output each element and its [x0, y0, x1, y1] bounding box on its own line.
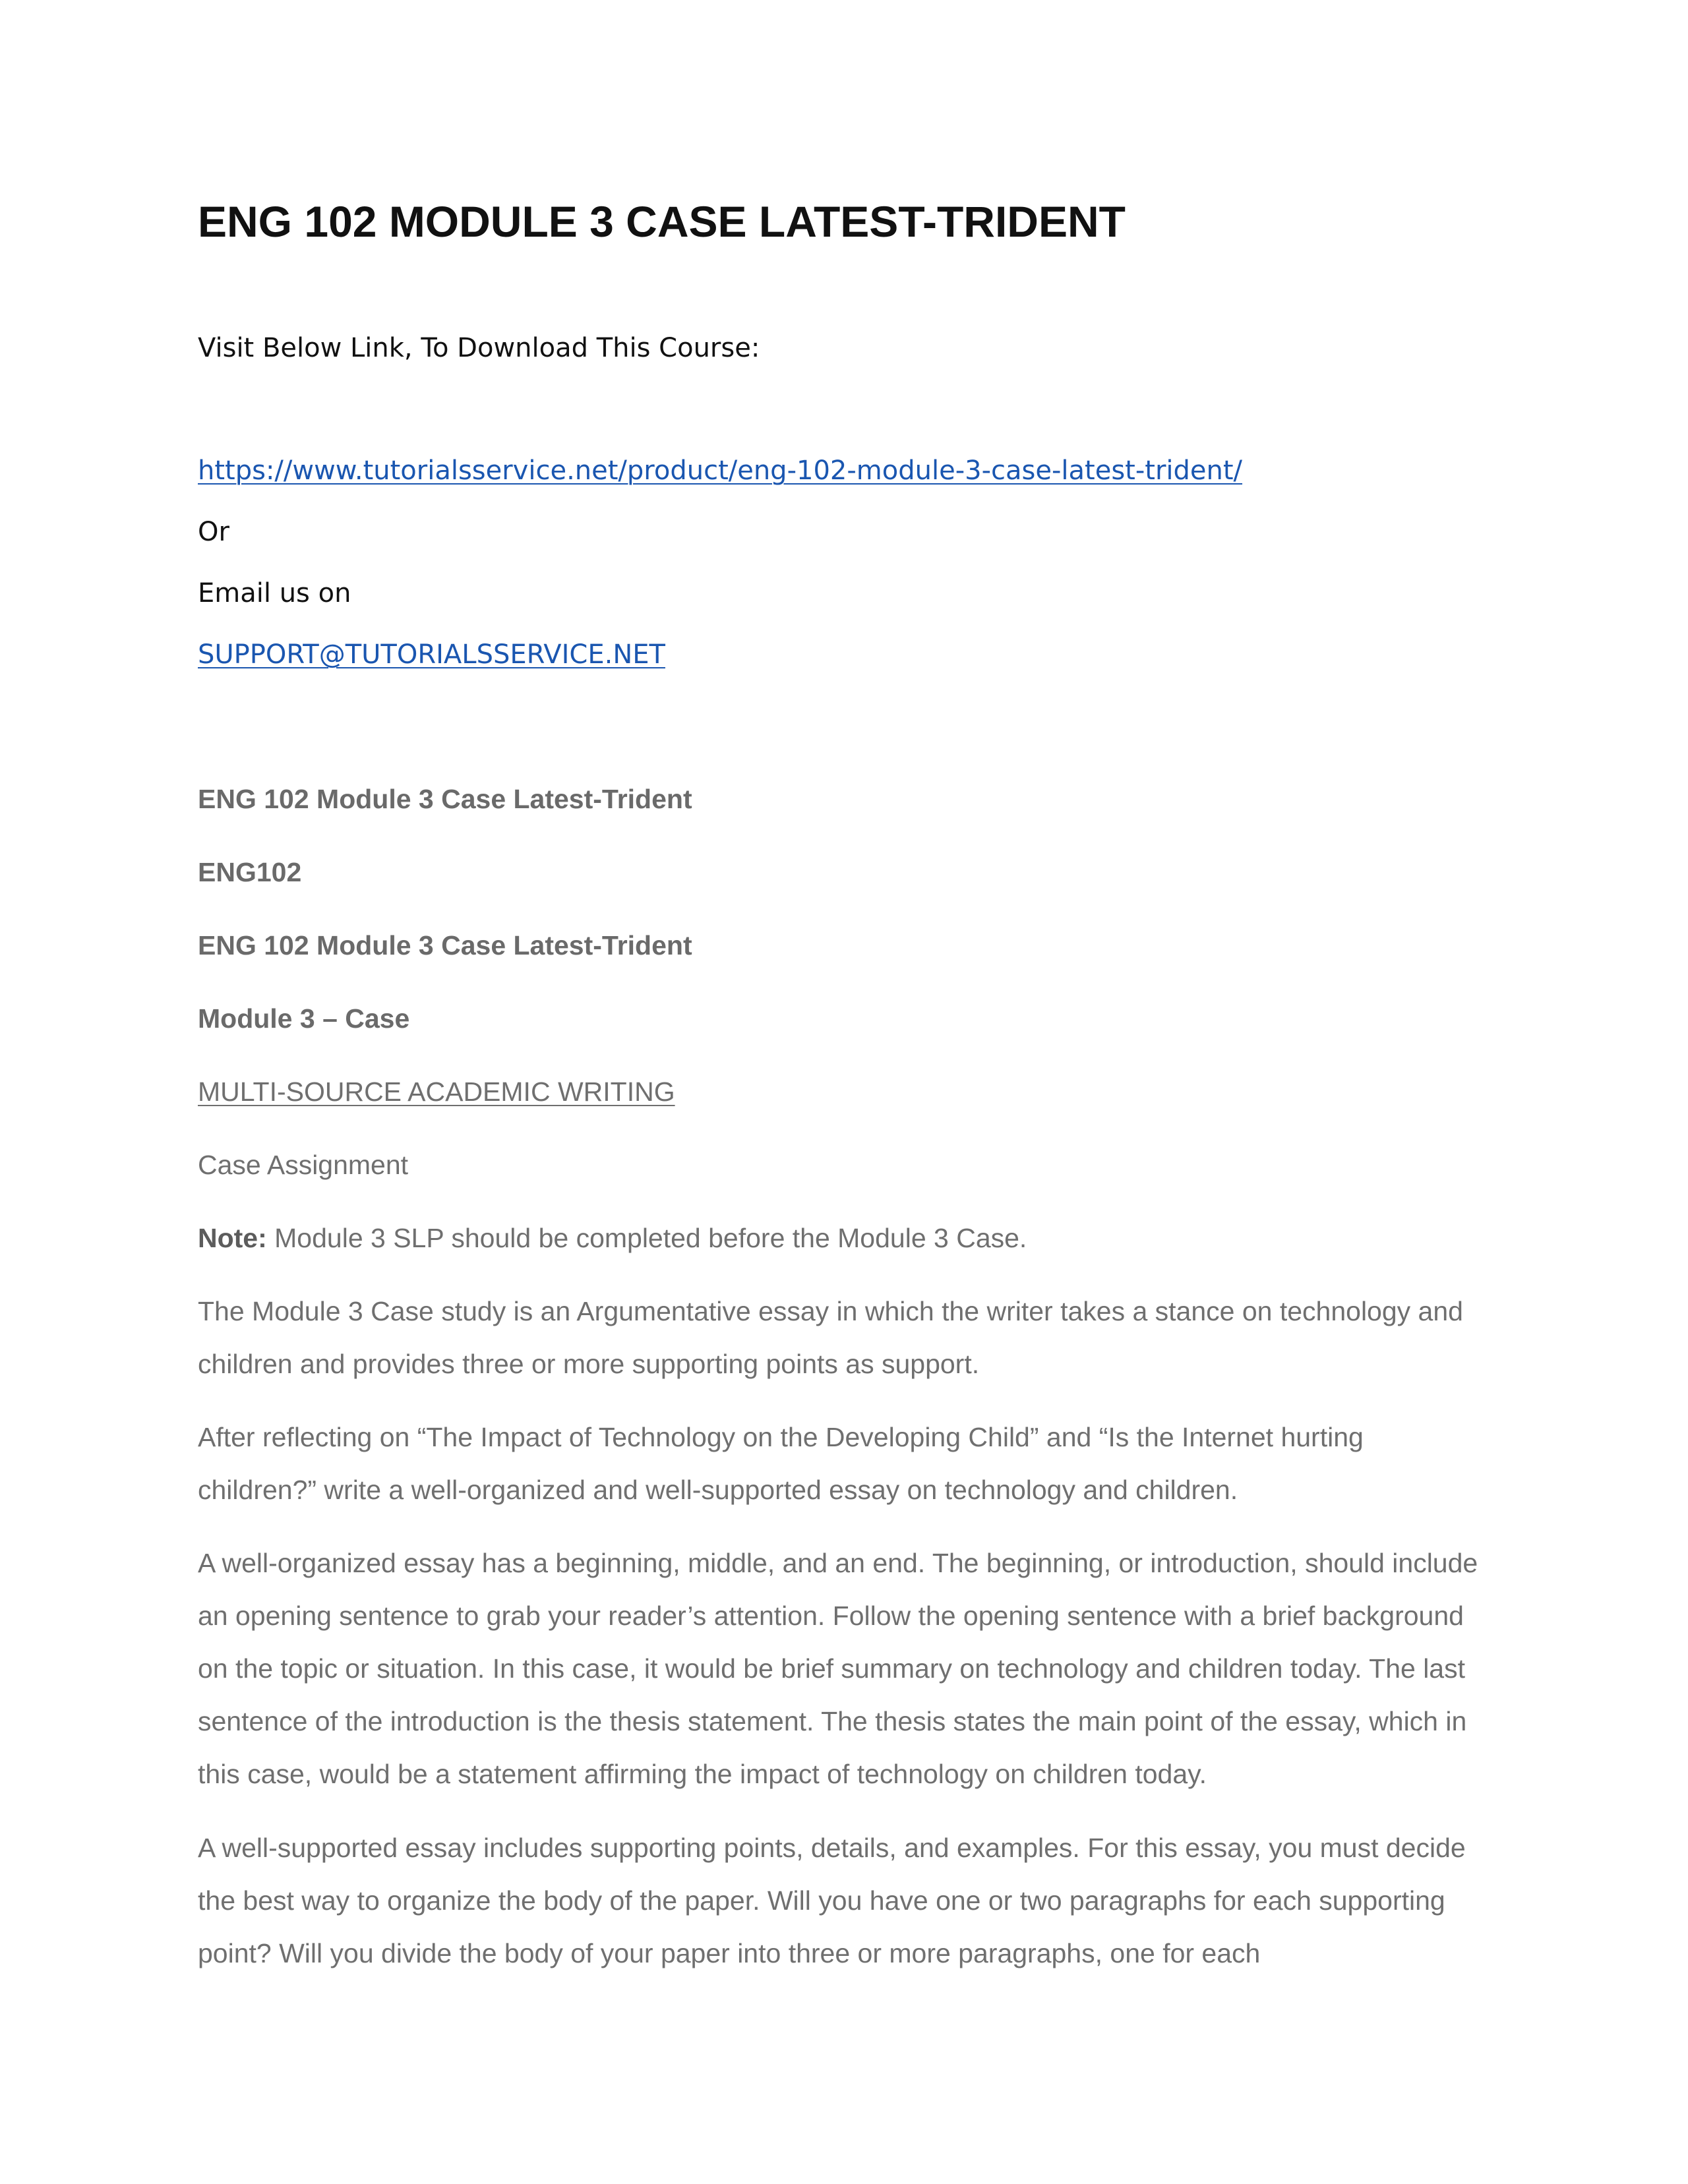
note-text: Module 3 SLP should be completed before the Module 3 Case.: [266, 1223, 1027, 1253]
support-email-link[interactable]: SUPPORT@TUTORIALSSERVICE.NET: [198, 639, 665, 670]
section-link[interactable]: MULTI-SOURCE ACADEMIC WRITING: [198, 1077, 675, 1107]
or-text: Or: [198, 517, 229, 547]
paragraph-support: A well-supported essay includes supporting points, details, and examples. For this essay, you must decide the best way to organize the body of the paper. Will you have one or two paragraphs for each supporting point? Will you divide the body of your paper into three or more paragraphs, one for each: [198, 1833, 1466, 1968]
product-link[interactable]: https://www.tutorialsservice.net/product/eng-102-module-3-case-latest-trident/: [198, 456, 1243, 486]
document-title: ENG 102 MODULE 3 CASE LATEST-TRIDENT: [198, 197, 1126, 246]
paragraph-organization: A well-organized essay has a beginning, middle, and an end. The beginning, or introduction, should include an opening sentence to grab your reader’s attention. Follow the opening sentence with a brief background on the topic or situation. In this case, it would be brief summary on technology and children today. The last sentence of the introduction is the thesis statement. The thesis states the main point of the essay, which in this case, would be a statement affirming the impact of technology on children today.: [198, 1548, 1478, 1789]
case-assignment-label: Case Assignment: [198, 1150, 409, 1180]
course-heading-repeat: ENG 102 Module 3 Case Latest-Trident: [198, 930, 692, 960]
paragraph-argumentative: The Module 3 Case study is an Argumentative essay in which the writer takes a stance on technology and children and provides three or more supporting points as support.: [198, 1296, 1463, 1379]
module-heading: Module 3 – Case: [198, 1003, 410, 1034]
course-heading: ENG 102 Module 3 Case Latest-Trident: [198, 784, 692, 814]
note-label: Note:: [198, 1223, 267, 1253]
email-label: Email us on: [198, 578, 351, 608]
paragraph-reflection: After reflecting on “The Impact of Technology on the Developing Child” and “Is the Internet hurting children?” write a well-organized and well-supported essay on technology and children.: [198, 1422, 1364, 1505]
course-code: ENG102: [198, 857, 302, 887]
note-line: [198, 1221, 1027, 1255]
visit-instruction: Visit Below Link, To Download This Course:: [198, 333, 760, 363]
